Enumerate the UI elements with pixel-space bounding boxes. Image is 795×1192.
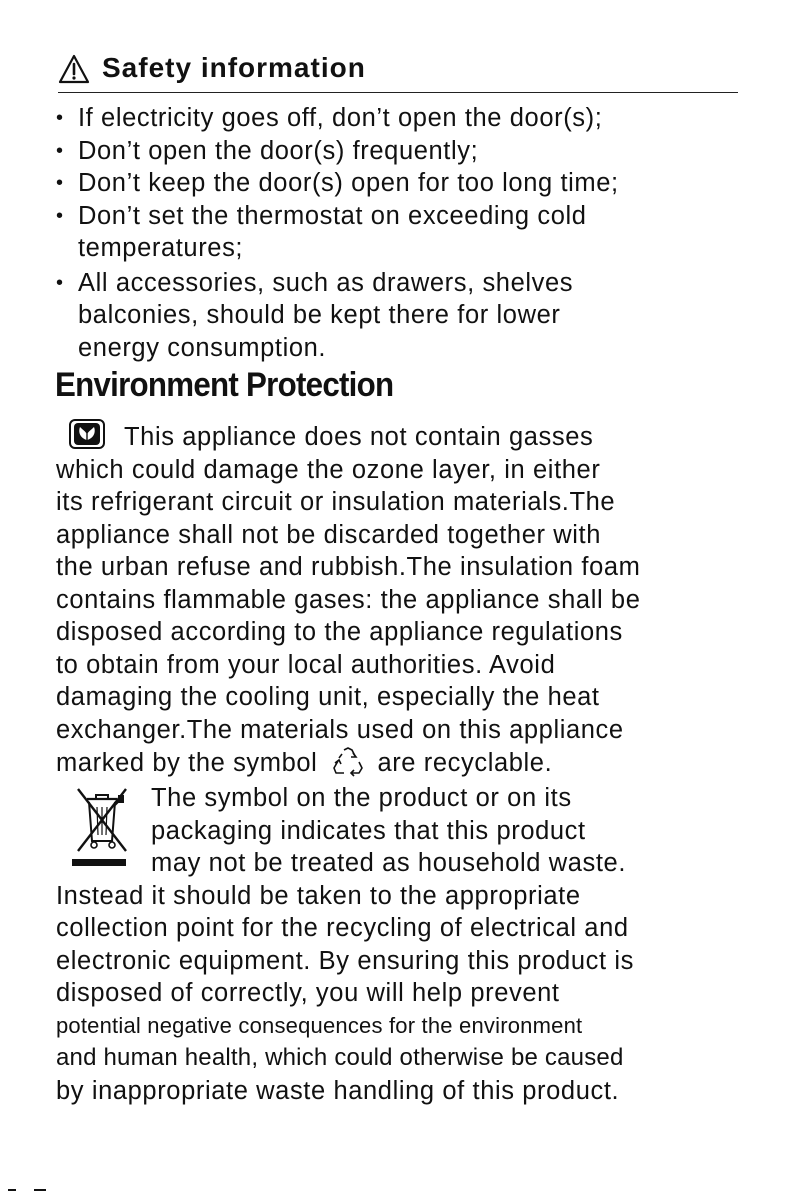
ozone-friendly-icon	[68, 418, 106, 450]
paragraph-text: This appliance does not contain gasses	[124, 423, 594, 451]
bullet-text: Don’t set the thermostat on exceeding cold	[78, 201, 587, 230]
recycle-icon	[331, 746, 365, 778]
paragraph-line: The symbol on the product or on its	[151, 784, 572, 812]
bullet-text: Don’t keep the door(s) open for too long time;	[78, 169, 619, 197]
paragraph-line: collection point for the recycling of electrical and	[56, 914, 629, 942]
safety-bullet	[56, 200, 746, 265]
environment-paragraph	[56, 418, 746, 780]
safety-bullet	[56, 267, 746, 365]
bullet-text: temperatures;	[78, 234, 244, 262]
paragraph-line: the urban refuse and rubbish.The insulation foam	[56, 553, 641, 581]
paragraph-text: marked by the symbol	[56, 749, 318, 777]
bullet-dot: •	[56, 172, 64, 194]
paragraph-line: disposed of correctly, you will help prevent	[56, 979, 560, 1007]
paragraph-line: damaging the cooling unit, especially the heat	[56, 683, 600, 711]
paragraph-line: contains flammable gases: the appliance shall be	[56, 585, 641, 614]
safety-bullet	[56, 102, 746, 135]
paragraph-line: by inappropriate waste handling of this product.	[56, 1076, 620, 1105]
bullet-dot: •	[56, 204, 64, 227]
paragraph-line: potential negative consequences for the environment	[56, 1012, 583, 1038]
crop-marks	[0, 1186, 60, 1192]
bullet-text: balconies, should be kept there for lower	[78, 301, 561, 329]
warning-triangle-icon	[58, 54, 90, 84]
bullet-dot: •	[56, 107, 64, 129]
paragraph-line: disposed according to the appliance regulations	[56, 618, 623, 646]
environment-heading: Environment Protection	[55, 366, 394, 404]
paragraph-line: packaging indicates that this product	[151, 816, 586, 845]
paragraph-line: and human health, which could otherwise be caused	[56, 1044, 624, 1071]
bullet-text: All accessories, such as drawers, shelves	[78, 268, 574, 297]
paragraph-text: are recyclable.	[377, 749, 553, 777]
bullet-dot: •	[56, 139, 64, 162]
weee-paragraph	[56, 782, 746, 1107]
paragraph-line	[56, 418, 746, 454]
safety-header	[58, 50, 738, 93]
bullet-text: Don’t open the door(s) frequently;	[78, 136, 479, 165]
paragraph-line: Instead it should be taken to the appropriate	[56, 881, 581, 910]
paragraph-line: may not be treated as household waste.	[151, 849, 627, 877]
paragraph-line: its refrigerant circuit or insulation materials.The	[56, 488, 616, 516]
bullet-text: If electricity goes off, don’t open the door(s);	[78, 104, 603, 132]
paragraph-line: which could damage the ozone layer, in either	[56, 455, 601, 484]
paragraph-line: exchanger.The materials used on this appliance	[56, 715, 624, 744]
safety-bullet	[56, 167, 746, 200]
safety-title: Safety information	[102, 52, 366, 83]
paragraph-line	[56, 746, 746, 780]
bullet-text: energy consumption.	[78, 333, 327, 362]
safety-bullet-list	[56, 102, 746, 364]
paragraph-line: electronic equipment. By ensuring this product is	[56, 946, 634, 975]
safety-bullet	[56, 135, 746, 168]
paragraph-line: to obtain from your local authorities. Avoid	[56, 650, 556, 679]
bullet-dot: •	[56, 271, 64, 294]
paragraph-line: appliance shall not be discarded together with	[56, 520, 602, 549]
